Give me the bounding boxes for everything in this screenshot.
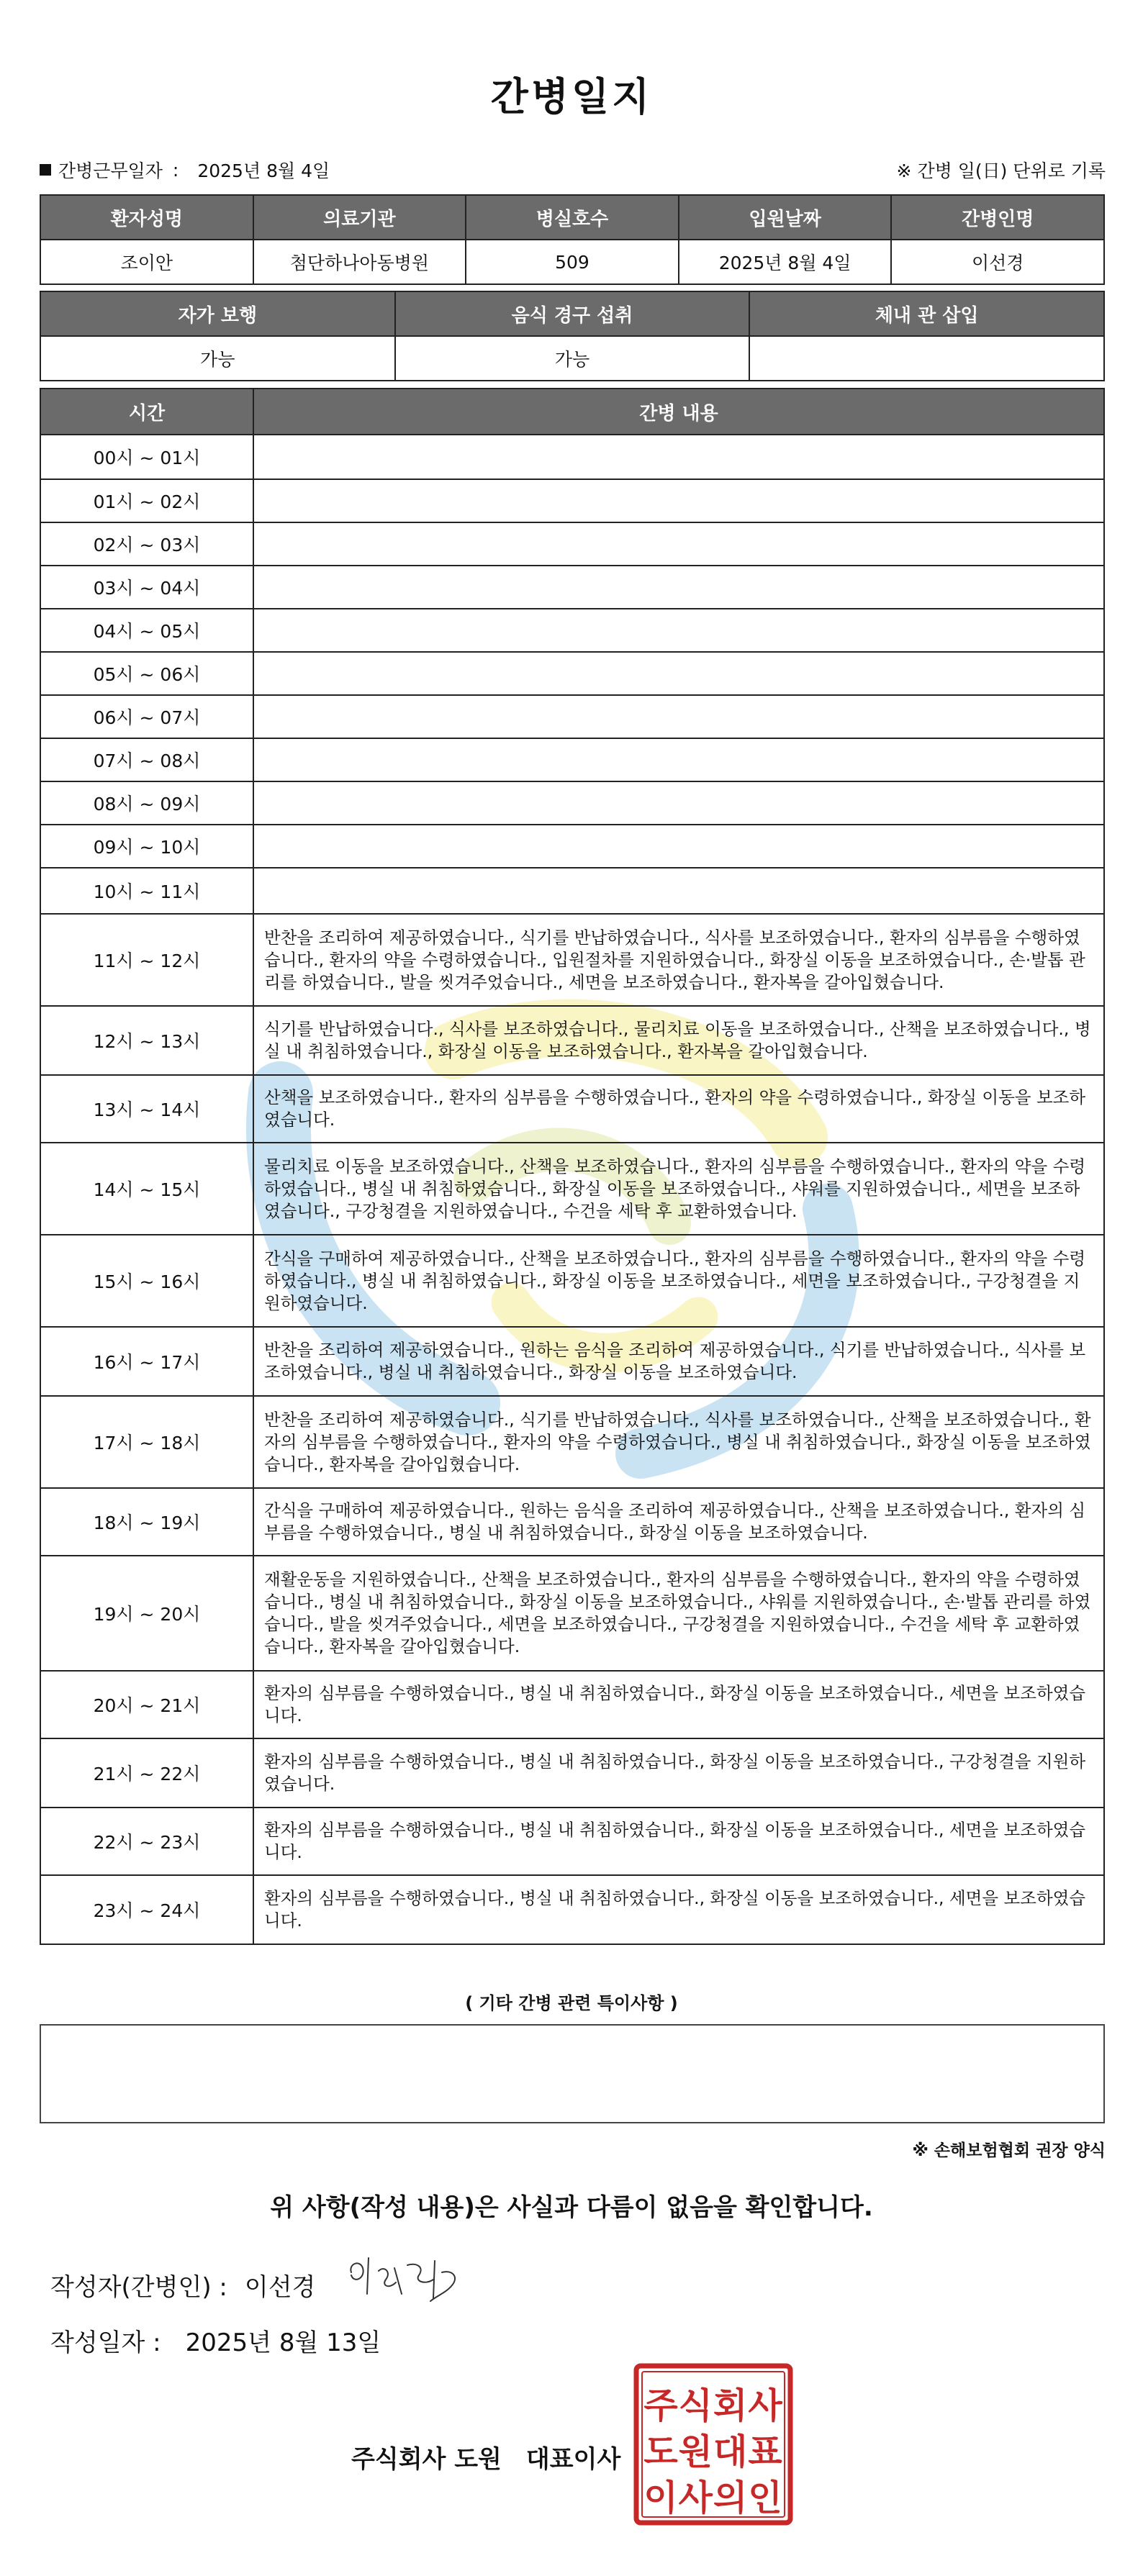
header-oral-intake: 음식 경구 섭취: [395, 291, 750, 336]
special-notes-title: ( 기타 간병 관련 특이사항 ): [465, 1993, 678, 2013]
admission-date: 2025년 8월 4일: [679, 240, 892, 284]
special-notes-box: [40, 2024, 1105, 2123]
care-log-row: [40, 609, 1104, 652]
care-log-time: 12시 ~ 13시: [40, 1006, 253, 1075]
writer-label: 작성자(간병인) :: [50, 2273, 227, 2302]
care-log-row: [40, 522, 1104, 566]
header-room-number: 병실호수: [466, 195, 679, 240]
care-log-row: [40, 738, 1104, 781]
care-log-content: 산책을 보조하였습니다., 환자의 심부름을 수행하였습니다., 환자의 약을 수령하였습니다., 화장실 이동을 보조하였습니다.: [253, 1075, 1104, 1143]
care-log-content: 환자의 심부름을 수행하였습니다., 병실 내 취침하였습니다., 화장실 이동을 보조하였습니다., 구강청결을 지원하였습니다.: [253, 1738, 1104, 1808]
ability-table-value-row: [40, 336, 1104, 381]
work-date-label: 간병근무일자: [58, 160, 163, 181]
document-title: 간병일지: [490, 74, 653, 119]
care-log-content: 환자의 심부름을 수행하였습니다., 병실 내 취침하였습니다., 화장실 이동을 보조하였습니다., 세면을 보조하였습니다.: [253, 1808, 1104, 1875]
care-log-content: 환자의 심부름을 수행하였습니다., 병실 내 취침하였습니다., 화장실 이동을 보조하였습니다., 세면을 보조하였습니다.: [253, 1671, 1104, 1738]
care-log-row: [40, 1235, 1104, 1327]
confirmation-statement: 위 사항(작성 내용)은 사실과 다름이 없음을 확인합니다.: [270, 2193, 873, 2222]
care-log-header-row: [40, 389, 1104, 435]
care-log-time: 15시 ~ 16시: [40, 1235, 253, 1327]
care-log-content: [253, 781, 1104, 825]
company-row: [351, 2439, 620, 2475]
patient-name: 조이안: [40, 240, 253, 284]
care-log-time: 13시 ~ 14시: [40, 1075, 253, 1143]
handwritten-signature: [344, 2251, 466, 2308]
care-log-row: [40, 1875, 1104, 1944]
header-admission-date: 입원날짜: [679, 195, 892, 240]
care-log-row: [40, 1075, 1104, 1143]
tube-insertion-value: [749, 336, 1104, 381]
header-patient-name: 환자성명: [40, 195, 253, 240]
work-date-separator: :: [172, 159, 179, 181]
work-date-value: 2025년 8월 4일: [197, 160, 330, 181]
care-log-content: 간식을 구매하여 제공하였습니다., 원하는 음식을 조리하여 제공하였습니다., 산책을 보조하였습니다., 환자의 심부름을 수행하였습니다., 병실 내 취침하였습니다., 화장실 이동을 보조하였습니다.: [253, 1488, 1104, 1556]
care-log-body: [40, 435, 1104, 1944]
written-date-value: 2025년 8월 13일: [185, 2328, 381, 2357]
care-log-content: 물리치료 이동을 보조하였습니다., 산책을 보조하였습니다., 환자의 심부름을 수행하였습니다., 환자의 약을 수령하였습니다., 병실 내 취침하였습니다., 화장실 이동을 보조하였습니다., 샤워를 지원하였습니다., 세면을 보조하였습니다., 구강청결을 지원하였습니다., 수건을 세탁 후 교환하였습니다.: [253, 1143, 1104, 1235]
header-caregiver-name: 간병인명: [891, 195, 1104, 240]
care-log-content: 재활운동을 지원하였습니다., 산책을 보조하였습니다., 환자의 심부름을 수행하였습니다., 환자의 약을 수령하였습니다., 병실 내 취침하였습니다., 화장실 이동을 보조하였습니다., 샤워를 지원하였습니다., 손·발톱 관리를 하였습니다., 발을 씻겨주었습니다., 세면을 보조하였습니다., 구강청결을 지원하였습니다., 수건을 세탁 후 교환하였습니다., 환자복을 갈아입혔습니다.: [253, 1556, 1104, 1671]
care-log-content: [253, 566, 1104, 609]
care-log-time: 02시 ~ 03시: [40, 522, 253, 566]
header-care-content: 간병 내용: [253, 389, 1104, 435]
care-log-row: [40, 479, 1104, 522]
care-log-content: [253, 695, 1104, 738]
care-log-row: [40, 1327, 1104, 1396]
care-log-time: 22시 ~ 23시: [40, 1808, 253, 1875]
caregiver-name: 이선경: [891, 240, 1104, 284]
care-log-content: [253, 652, 1104, 695]
care-log-row: [40, 1143, 1104, 1235]
care-log-time: 20시 ~ 21시: [40, 1671, 253, 1738]
care-log-content: [253, 479, 1104, 522]
care-log-time: 08시 ~ 09시: [40, 781, 253, 825]
care-log-content: [253, 868, 1104, 914]
care-log-content: [253, 738, 1104, 781]
care-log-row: [40, 1671, 1104, 1738]
hospital-name: 첨단하나아동병원: [253, 240, 466, 284]
patient-table-value-row: [40, 240, 1104, 284]
care-log-content: 환자의 심부름을 수행하였습니다., 병실 내 취침하였습니다., 화장실 이동을 보조하였습니다., 세면을 보조하였습니다.: [253, 1875, 1104, 1944]
patient-table-header-row: [40, 195, 1104, 240]
care-log-row: [40, 868, 1104, 914]
care-log-row: [40, 652, 1104, 695]
care-log-time: 21시 ~ 22시: [40, 1738, 253, 1808]
care-log-row: [40, 1488, 1104, 1556]
care-log-row: [40, 1738, 1104, 1808]
patient-ability-table: [40, 291, 1105, 381]
care-log-row: [40, 435, 1104, 479]
company-seal-stamp: [633, 2363, 793, 2526]
ability-table-header-row: [40, 291, 1104, 336]
care-log-content: 식기를 반납하였습니다., 식사를 보조하였습니다., 물리치료 이동을 보조하였습니다., 산책을 보조하였습니다., 병실 내 취침하였습니다., 화장실 이동을 보조하였습니다., 환자복을 갈아입혔습니다.: [253, 1006, 1104, 1075]
oral-intake-value: 가능: [395, 336, 750, 381]
care-log-time: 03시 ~ 04시: [40, 566, 253, 609]
care-log-time: 19시 ~ 20시: [40, 1556, 253, 1671]
care-log-time: 00시 ~ 01시: [40, 435, 253, 479]
care-log-row: [40, 1396, 1104, 1488]
header-hospital: 의료기관: [253, 195, 466, 240]
written-date-label: 작성일자 :: [50, 2328, 161, 2357]
care-log-row: [40, 695, 1104, 738]
care-log-time: 07시 ~ 08시: [40, 738, 253, 781]
care-log-content: 반찬을 조리하여 제공하였습니다., 식기를 반납하였습니다., 식사를 보조하였습니다., 환자의 심부름을 수행하였습니다., 환자의 약을 수령하였습니다., 입원절차를 지원하였습니다., 화장실 이동을 보조하였습니다., 손·발톱 관리를 하였습니다., 발을 씻겨주었습니다., 세면을 보조하였습니다., 환자복을 갈아입혔습니다.: [253, 914, 1104, 1006]
care-log-time: 10시 ~ 11시: [40, 868, 253, 914]
care-log-content: 반찬을 조리하여 제공하였습니다., 원하는 음식을 조리하여 제공하였습니다., 식기를 반납하였습니다., 식사를 보조하였습니다., 병실 내 취침하였습니다., 화장실 이동을 보조하였습니다.: [253, 1327, 1104, 1396]
care-log-row: [40, 1808, 1104, 1875]
care-log-time: 17시 ~ 18시: [40, 1396, 253, 1488]
care-log-table: [40, 388, 1105, 1945]
care-log-time: 09시 ~ 10시: [40, 825, 253, 868]
care-log-content: 간식을 구매하여 제공하였습니다., 산책을 보조하였습니다., 환자의 심부름을 수행하였습니다., 환자의 약을 수령하였습니다., 병실 내 취침하였습니다., 화장실 이동을 보조하였습니다., 세면을 보조하였습니다., 구강청결을 지원하였습니다.: [253, 1235, 1104, 1327]
care-log-time: 04시 ~ 05시: [40, 609, 253, 652]
care-log-time: 16시 ~ 17시: [40, 1327, 253, 1396]
care-log-content: [253, 609, 1104, 652]
care-log-time: 05시 ~ 06시: [40, 652, 253, 695]
care-log-content: 반찬을 조리하여 제공하였습니다., 식기를 반납하였습니다., 식사를 보조하였습니다., 산책을 보조하였습니다., 환자의 심부름을 수행하였습니다., 환자의 약을 수령하였습니다., 병실 내 취침하였습니다., 화장실 이동을 보조하였습니다., 환자복을 갈아입혔습니다.: [253, 1396, 1104, 1488]
care-log-row: [40, 914, 1104, 1006]
svg-text:도원대표: 도원대표: [643, 2431, 783, 2472]
header-self-walking: 자가 보행: [40, 291, 395, 336]
care-log-content: [253, 435, 1104, 479]
care-log-row: [40, 781, 1104, 825]
header-tube-insertion: 체내 관 삽입: [749, 291, 1104, 336]
care-log-content: [253, 522, 1104, 566]
svg-text:주식회사: 주식회사: [643, 2385, 783, 2426]
patient-info-table: [40, 194, 1105, 285]
square-bullet-icon: [40, 164, 51, 176]
written-date-row: [50, 2323, 381, 2358]
header-time: 시간: [40, 389, 253, 435]
care-log-time: 18시 ~ 19시: [40, 1488, 253, 1556]
unit-note: ※ 간병 일(日) 단위로 기록: [896, 160, 1106, 181]
care-log-time: 23시 ~ 24시: [40, 1875, 253, 1944]
company-name: 주식회사 도원: [351, 2445, 502, 2474]
care-log-row: [40, 566, 1104, 609]
care-log-time: 01시 ~ 02시: [40, 479, 253, 522]
care-log-time: 11시 ~ 12시: [40, 914, 253, 1006]
svg-text:이사의인: 이사의인: [643, 2477, 783, 2518]
care-log-row: [40, 1556, 1104, 1671]
care-log-row: [40, 825, 1104, 868]
representative-title: 대표이사: [525, 2445, 621, 2474]
writer-name: 이선경: [244, 2273, 316, 2302]
care-log-time: 06시 ~ 07시: [40, 695, 253, 738]
care-log-content: [253, 825, 1104, 868]
care-log-time: 14시 ~ 15시: [40, 1143, 253, 1235]
care-log-row: [40, 1006, 1104, 1075]
work-date-row: [40, 157, 330, 183]
self-walking-value: 가능: [40, 336, 395, 381]
room-number: 509: [466, 240, 679, 284]
recommended-form-note: ※ 손해보험협회 권장 양식: [912, 2141, 1106, 2160]
writer-row: [50, 2267, 315, 2303]
